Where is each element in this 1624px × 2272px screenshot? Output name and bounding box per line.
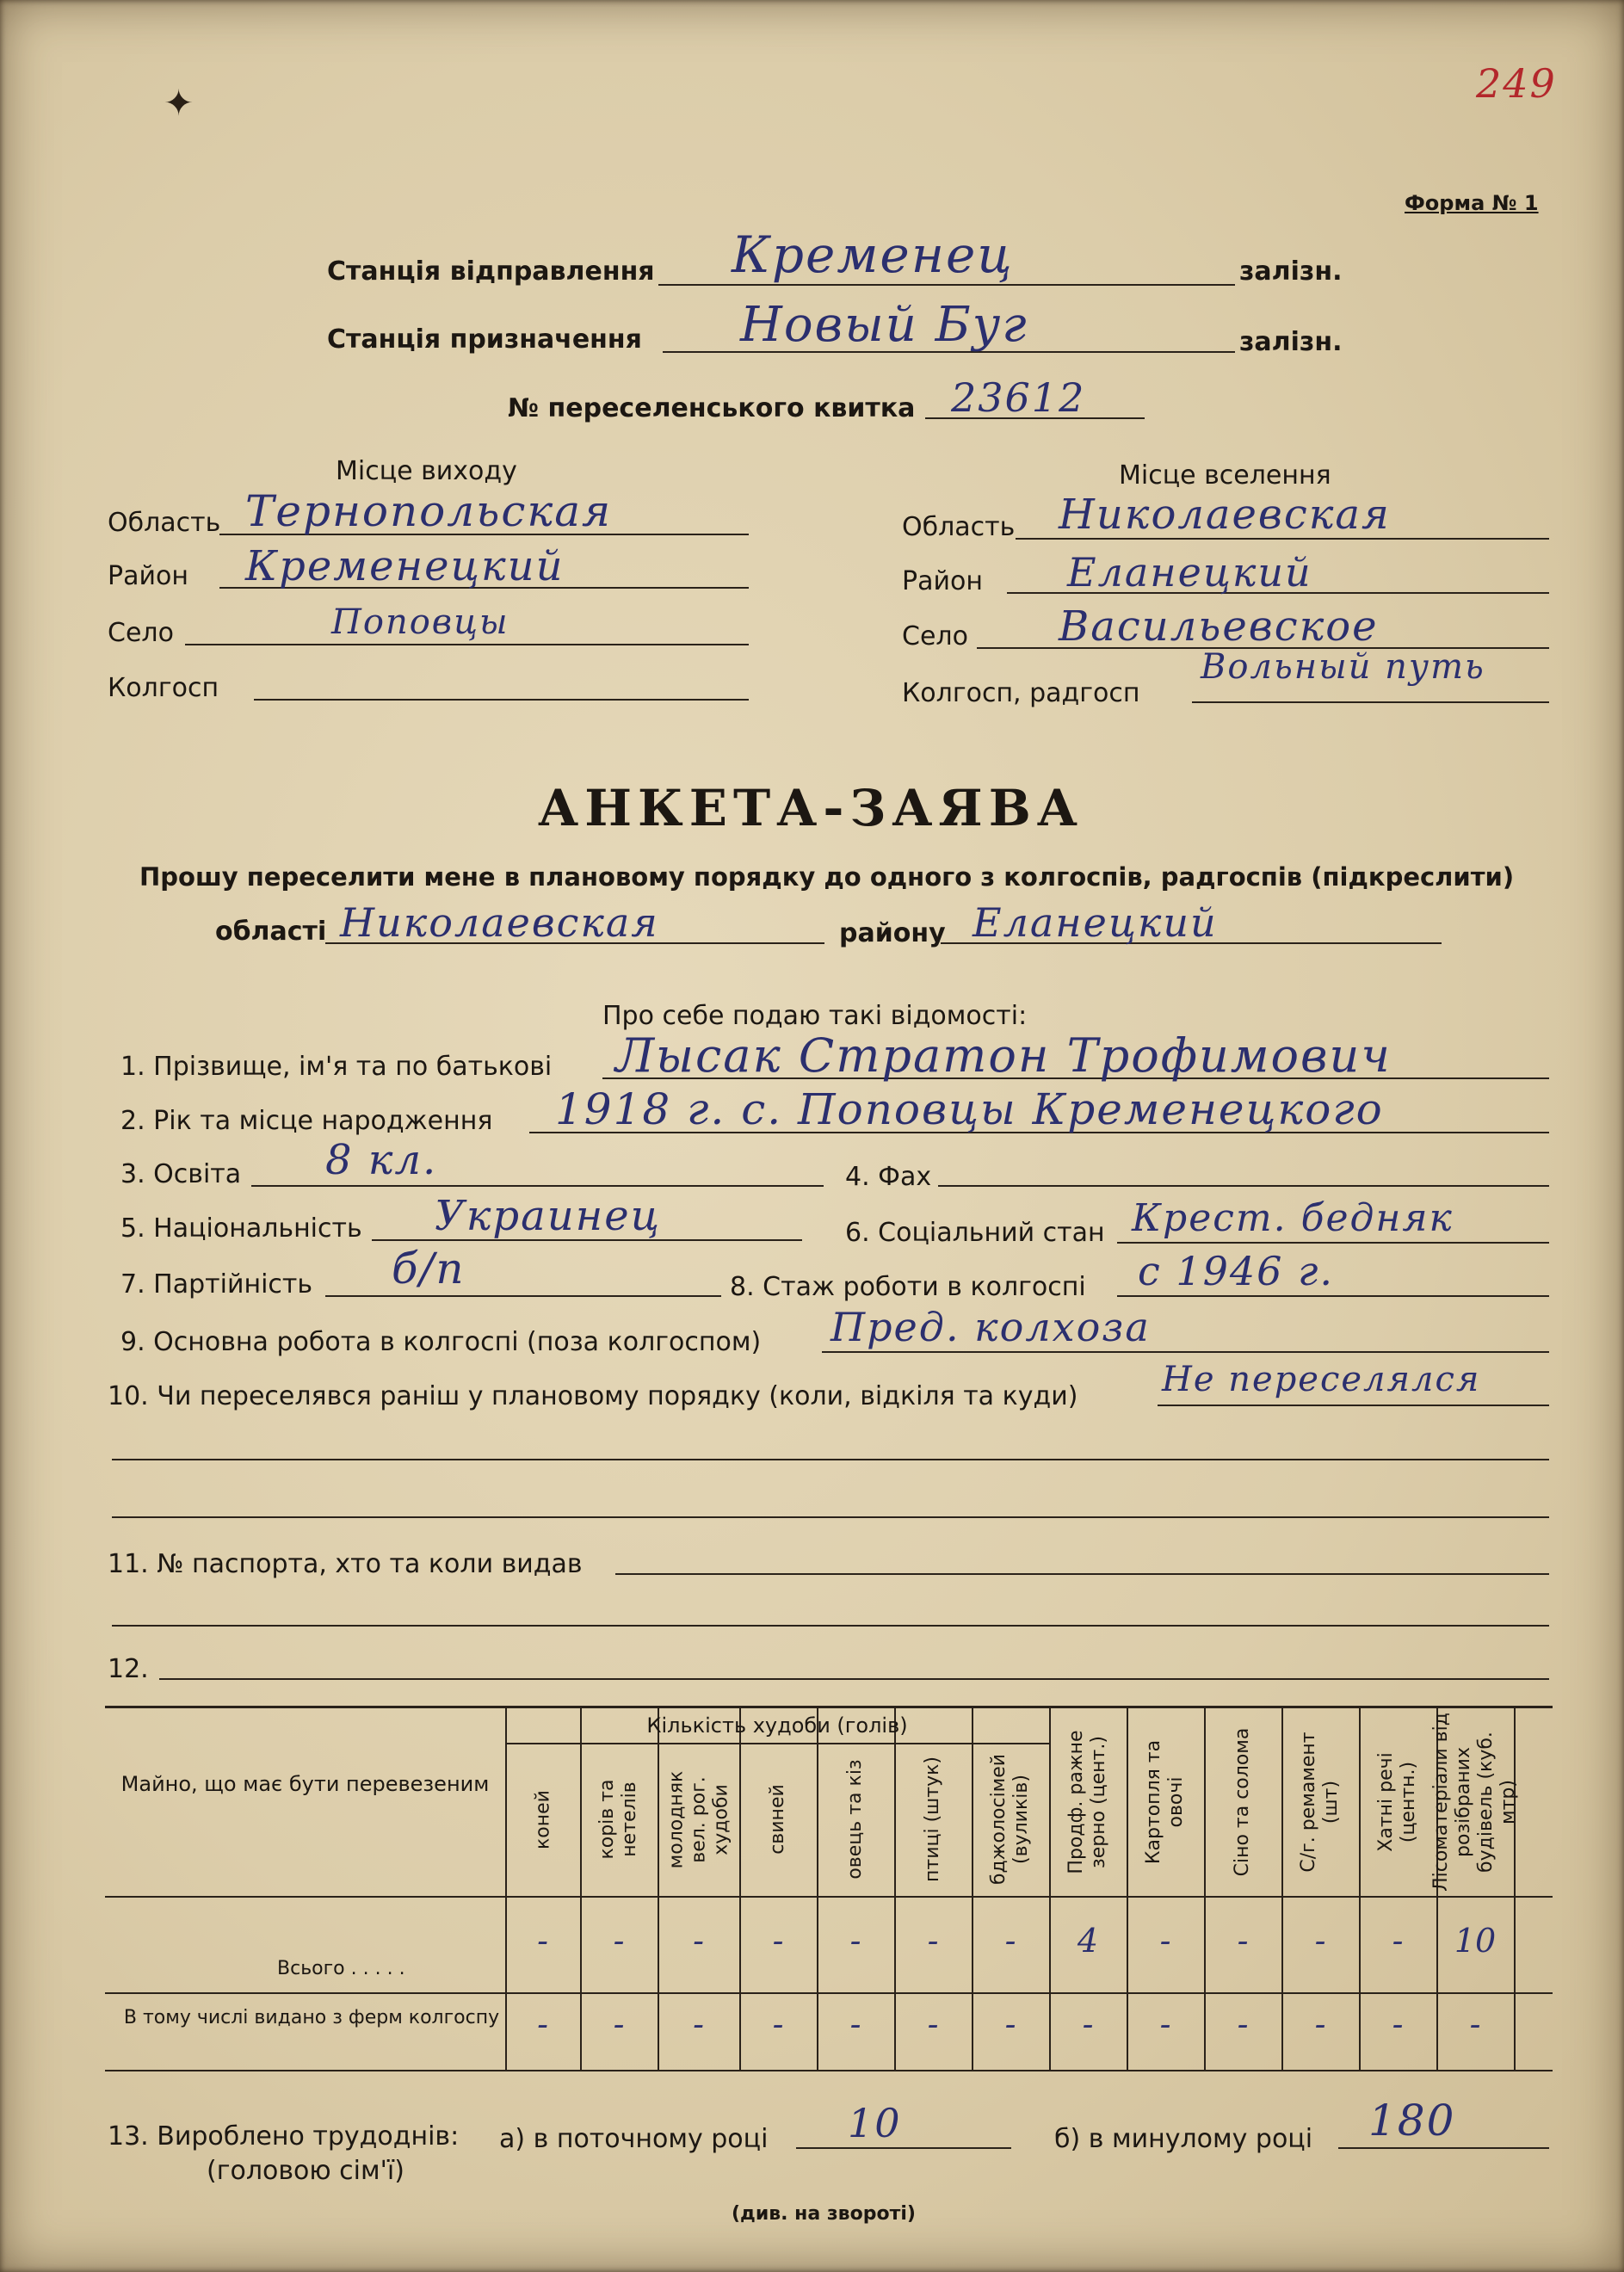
request-text: Прошу переселити мене в плановому порядку до одного з колгоспів, радгоспів (підкреслити): [139, 862, 1515, 892]
column-header-11: С/г. ремамент (шт): [1298, 1732, 1342, 1873]
field-1-value: Лысак Стратон Трофимович: [615, 1028, 1392, 1083]
settlement-kolhosp-label: Колгосп, радгосп: [902, 678, 1140, 708]
origin-oblast-label: Область: [108, 508, 221, 538]
column-header-6: птиці (штук): [922, 1756, 943, 1882]
field-4-label: 4. Фах: [845, 1162, 932, 1192]
farm-cell-7: -: [1004, 2005, 1016, 2043]
farm-cell-13: -: [1469, 2005, 1481, 2043]
dispatch-station-label: Станція відправлення: [327, 256, 655, 287]
field-6-value: Крест. бедняк: [1132, 1196, 1454, 1240]
field-9-label: 9. Основна робота в колгоспі (поза колгоспом): [120, 1327, 762, 1357]
request-oblast-value: Николаевская: [340, 899, 659, 946]
field-5-value: Украинец: [435, 1192, 662, 1240]
request-oblast-label: області: [215, 917, 327, 947]
workdays-label: 13. Вироблено трудоднів:: [108, 2121, 460, 2152]
total-cell-10: -: [1237, 1922, 1249, 1960]
destination-station-label: Станція призначення: [327, 324, 642, 355]
field-12-label: 12.: [108, 1654, 149, 1684]
total-cell-2: -: [613, 1922, 625, 1960]
field-2-value: 1918 г. с. Поповцы Кременецкого: [555, 1084, 1384, 1134]
field-8-label: 8. Стаж роботи в колгоспі: [730, 1272, 1086, 1302]
field-1-label: 1. Прізвище, ім'я та по батькові: [120, 1052, 553, 1082]
farm-cell-10: -: [1237, 2005, 1249, 2043]
ticket-number-label: № переселенського квитка: [508, 393, 916, 423]
column-header-13: Лісоматеріали від розібраних будівель (куб. мтр): [1430, 1713, 1519, 1892]
total-cell-5: -: [849, 1922, 861, 1960]
farm-cell-6: -: [927, 2005, 939, 2043]
livestock-header: Кількість худоби (голів): [646, 1713, 908, 1738]
column-header-9: Картопля та овочі: [1143, 1739, 1187, 1865]
origin-oblast-value: Тернопольская: [245, 486, 613, 536]
origin-kolhosp-label: Колгосп: [108, 673, 219, 703]
field-7-label: 7. Партійність: [120, 1269, 313, 1300]
workdays-current-value: 10: [848, 2100, 902, 2146]
settlement-kolhosp-value: Вольный путь: [1201, 647, 1485, 687]
workdays-last-label: б) в минулому році: [1054, 2124, 1313, 2154]
row-farm-label: В тому числі видано з ферм колгоспу: [123, 2007, 500, 2028]
origin-raion-label: Район: [108, 561, 188, 591]
total-cell-12: -: [1392, 1922, 1404, 1960]
request-raion-value: Еланецкий: [973, 899, 1218, 946]
dispatch-station-value: Кременец: [732, 225, 1014, 284]
total-cell-11: -: [1314, 1922, 1326, 1960]
archive-number: 249: [1476, 60, 1557, 107]
field-5-label: 5. Національність: [120, 1213, 362, 1244]
column-header-1: коней: [531, 1789, 553, 1849]
farm-cell-9: -: [1159, 2005, 1171, 2043]
settlement-selo-label: Село: [902, 621, 968, 651]
farm-cell-11: -: [1314, 2005, 1326, 2043]
field-10-value: Не переселялся: [1162, 1360, 1481, 1399]
settlement-raion-label: Район: [902, 566, 983, 596]
farm-cell-2: -: [613, 2005, 625, 2043]
field-2-label: 2. Рік та місце народження: [120, 1106, 493, 1136]
settlement-oblast-value: Николаевская: [1059, 491, 1391, 539]
field-6-label: 6. Соціальний стан: [845, 1218, 1105, 1248]
field-9-value: Пред. колхоза: [831, 1304, 1151, 1350]
total-cell-6: -: [927, 1922, 939, 1960]
total-cell-3: -: [693, 1922, 704, 1960]
intro-text: Про себе подаю такі відомості:: [602, 1001, 1028, 1031]
form-title: АНКЕТА-ЗАЯВА: [538, 779, 1084, 837]
workdays-last-value: 180: [1368, 2096, 1456, 2145]
total-cell-4: -: [772, 1922, 784, 1960]
dispatch-station-suffix: залізн.: [1239, 256, 1343, 287]
column-header-4: свиней: [767, 1784, 788, 1855]
row-total-label: Всього . . . . .: [277, 1958, 405, 1979]
settlement-selo-value: Васильевское: [1059, 602, 1379, 651]
column-header-5: овець та кіз: [844, 1759, 866, 1880]
property-table: [105, 1706, 1553, 2071]
request-raion-label: району: [839, 918, 946, 948]
origin-selo-label: Село: [108, 618, 174, 648]
origin-heading: Місце виходу: [336, 456, 517, 486]
column-header-3: молодняк вел. рог. худоби: [664, 1770, 732, 1868]
footer-note: (див. на звороті): [732, 2203, 916, 2225]
total-cell-9: -: [1159, 1922, 1171, 1960]
settlement-raion-value: Еланецкий: [1067, 549, 1312, 596]
field-10-label: 10. Чи переселявся раніш у плановому порядку (коли, відкіля та куди): [108, 1381, 1078, 1411]
destination-station-suffix: залізн.: [1239, 327, 1343, 357]
column-header-12: Хатні речі (центн.): [1375, 1752, 1419, 1852]
field-8-value: с 1946 г.: [1138, 1248, 1334, 1294]
total-cell-13: 10: [1454, 1922, 1497, 1960]
column-header-10: Сіно та солома: [1232, 1727, 1253, 1877]
field-11-label: 11. № паспорта, хто та коли видав: [108, 1549, 583, 1579]
total-cell-7: -: [1004, 1922, 1016, 1960]
field-7-value: б/п: [392, 1244, 466, 1293]
punch-hole-mark: ✦: [164, 82, 195, 124]
origin-raion-value: Кременецкий: [245, 542, 565, 590]
workdays-current-label: а) в поточному році: [499, 2124, 769, 2154]
field-3-label: 3. Освіта: [120, 1159, 242, 1189]
settlement-oblast-label: Область: [902, 512, 1016, 542]
form-number: Форма № 1: [1405, 191, 1539, 215]
farm-cell-8: -: [1082, 2005, 1094, 2043]
farm-cell-5: -: [849, 2005, 861, 2043]
farm-cell-4: -: [772, 2005, 784, 2043]
farm-cell-1: -: [537, 2005, 548, 2043]
farm-cell-12: -: [1392, 2005, 1404, 2043]
property-header: Майно, що має бути перевезеним: [120, 1772, 490, 1796]
origin-selo-value: Поповцы: [331, 602, 509, 642]
column-header-8: Продф. ражне зерно (цент.): [1065, 1730, 1109, 1874]
field-3-value: 8 кл.: [325, 1136, 438, 1184]
column-header-2: корів та нетелів: [596, 1779, 640, 1860]
ticket-number-value: 23612: [951, 374, 1086, 421]
workdays-sublabel: (головою сім'ї): [207, 2156, 404, 2186]
destination-station-value: Новый Буг: [740, 297, 1028, 353]
total-cell-8: 4: [1077, 1922, 1099, 1960]
column-header-7: бджолосімей (вуликів): [988, 1753, 1032, 1886]
total-cell-1: -: [537, 1922, 548, 1960]
farm-cell-3: -: [693, 2005, 704, 2043]
settlement-heading: Місце вселення: [1119, 460, 1331, 491]
